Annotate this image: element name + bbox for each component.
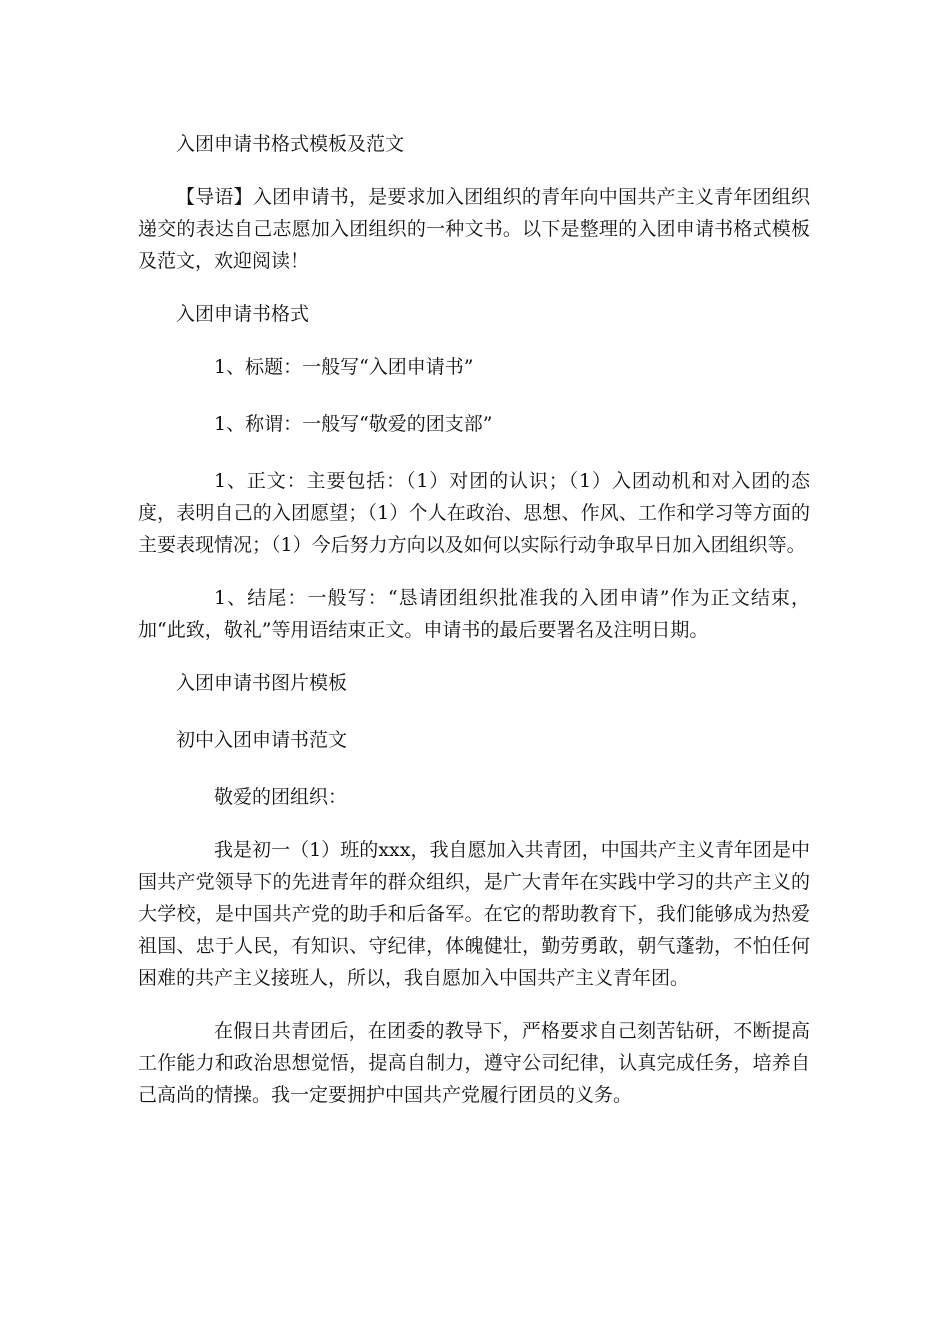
section-heading-images: 入团申请书图片模板 bbox=[176, 672, 348, 694]
format-item-salutation: 1、称谓：一般写“敬爱的团支部” bbox=[214, 413, 493, 435]
letter-salutation: 敬爱的团组织： bbox=[214, 786, 348, 808]
section-heading-format: 入团申请书格式 bbox=[176, 303, 310, 325]
format-item-ending: 1、结尾：一般写：“恳请团组织批准我的入团申请”作为正文结束，加“此致，敬礼”等用语结束正文。申请书的最后要署名及注明日期。 bbox=[138, 587, 810, 641]
letter-body-paragraph-1: 我是初一（1）班的xxx，我自愿加入共青团，中国共产主义青年团是中国共产党领导下的先进青年的群众组织，是广大青年在实践中学习的共产主义的大学校，是中国共产党的助手和后备军。在它的帮助教育下，我们能够成为热爱祖国、忠于人民，有知识、守纪律，体魄健壮，勤劳勇敢，朝气蓬勃，不怕任何困难的共产主义接班人，所以，我自愿加入中国共产主义青年团。 bbox=[138, 839, 810, 989]
intro-paragraph: 【导语】入团申请书，是要求加入团组织的青年向中国共产主义青年团组织递交的表达自己志愿加入团组织的一种文书。以下是整理的入团申请书格式模板及范文，欢迎阅读！ bbox=[138, 186, 810, 272]
letter-body-paragraph-2: 在假日共青团后，在团委的教导下，严格要求自己刻苦钻研，不断提高工作能力和政治思想觉悟，提高自制力，遵守公司纪律，认真完成任务，培养自己高尚的情操。我一定要拥护中国共产党履行团员的义务。 bbox=[138, 1020, 810, 1106]
section-heading-sample: 初中入团申请书范文 bbox=[176, 729, 348, 751]
format-item-body: 1、正文：主要包括：（1）对团的认识；（1）入团动机和对入团的态度，表明自己的入团愿望；（1）个人在政治、思想、作风、工作和学习等方面的主要表现情况；（1）今后努力方向以及如何以实际行动争取早日加入团组织等。 bbox=[138, 470, 810, 556]
document-body bbox=[138, 128, 810, 1111]
format-item-title: 1、标题：一般写“入团申请书” bbox=[214, 356, 474, 378]
document-title: 入团申请书格式模板及范文 bbox=[176, 133, 405, 155]
